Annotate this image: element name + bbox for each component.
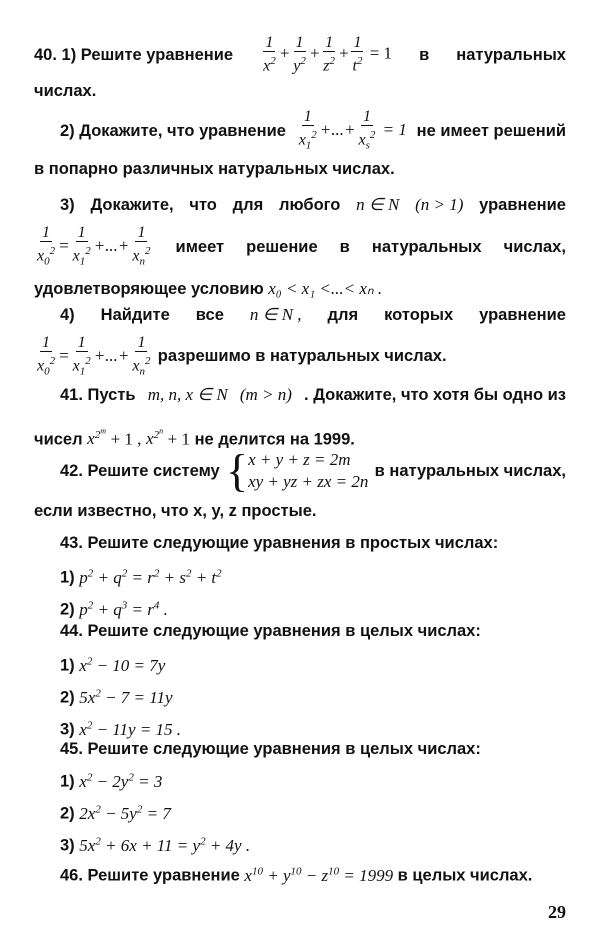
problem-40-in: в (419, 45, 430, 64)
problem-45-item-1: 1) $x^2 - 2y^2 = 3$ (60, 771, 163, 791)
page-number: 29 (548, 902, 566, 922)
problem-46: 46. Решите уравнение $x^{10} + y^{10} - z^{10} = 1999$ в целых числах. (60, 865, 533, 885)
problem-40-line-1 (34, 34, 566, 75)
problem-44-title: 44. Решите следующие уравнения в целых числах: (60, 622, 481, 640)
problem-45-title: 45. Решите следующие уравнения в целых числах: (60, 740, 481, 758)
system-42: { x + y + z = 2m xy + yz + zx = 2n (225, 445, 369, 496)
problem-42: 42. Решите систему { x + y + z = 2m xy + yz + zx = 2n в натуральных числах, (60, 445, 566, 496)
problem-44-item-3: 3) $x^2 - 11y = 15$ . (60, 719, 182, 739)
problem-43-item-1: 1) $p^2 + q^2 = r^2 + s^2 + t^2$ (60, 567, 222, 587)
problem-40-part-4: 4) Найдите все n ∈ N , для которых уравнение (60, 305, 566, 324)
problem-40-cont: числах. (34, 82, 97, 100)
equation-40-3: $\frac{1}{x_0^2}$ = $\frac{1}{x_1^2}$ +...+ $\frac{1}{x_n^2}$ (37, 224, 151, 268)
problem-45-item-2: 2) $2x^2 - 5y^2 = 7$ (60, 803, 171, 823)
problem-40-part-4-equation: $\frac{1}{x_0^2}$ = $\frac{1}{x_1^2}$ +...+ $\frac{1}{x_n^2}$ разрешимо в натуральных числах. (34, 334, 566, 381)
problem-44-item-2: 2) $5x^2 - 7 = 11y$ (60, 687, 173, 707)
problem-42-cont: если известно, что x, y, z простые. (34, 502, 317, 520)
problem-43-title: 43. Решите следующие уравнения в простых числах: (60, 534, 499, 552)
problem-41: 41. Пусть m, n, x ∈ N (m > n) . Докажите, что хотя бы одно из (60, 385, 566, 404)
equation-40-1: $\frac{1}{x^2}$ + $\frac{1}{y^2}$ + $\frac{1}{z^2}$ + $\frac{1}{t^2}$ = 1 (263, 34, 393, 75)
problem-40-part-3-equation: $\frac{1}{x_0^2}$ = $\frac{1}{x_1^2}$ +...+ $\frac{1}{x_n^2}$ имеет решение в натуральных числах, (34, 224, 566, 271)
problem-40-intro: 40. 1) Решите уравнение (34, 45, 234, 64)
equation-40-2: $\frac{1}{x_1^2}$ +...+ $\frac{1}{x_s^2}$ = 1 (298, 108, 407, 152)
problem-45-item-3: 3) $5x^2 + 6x + 11 = y^2 + 4y$ . (60, 835, 251, 855)
problem-40-part-3: 3) Докажите, что для любого n ∈ N (n > 1) уравнение (60, 195, 566, 214)
equation-40-4: $\frac{1}{x_0^2}$ = $\frac{1}{x_1^2}$ +...+ $\frac{1}{x_n^2}$ (37, 334, 151, 378)
problem-43-item-2: 2) $p^2 + q^3 = r^4$ . (60, 599, 168, 619)
problem-40-part-3-cont: удовлетворяющее условию x₀ < x₁ <...< xₙ . (34, 279, 383, 298)
problem-40-part-2-cont: в попарно различных натуральных числах. (34, 160, 395, 178)
problem-41-cont: чисел $x^{2^m} + 1$ , $x^{2^n} + 1$ не делится на 1999. (34, 426, 355, 449)
problem-40-suffix: натуральных (456, 45, 566, 64)
problem-40-part-2: 2) Докажите, что уравнение $\frac{1}{x_1^2}$ +...+ $\frac{1}{x_s^2}$ = 1 не имеет решений (60, 108, 566, 155)
problem-44-item-1: 1) $x^2 - 10 = 7y$ (60, 655, 166, 675)
